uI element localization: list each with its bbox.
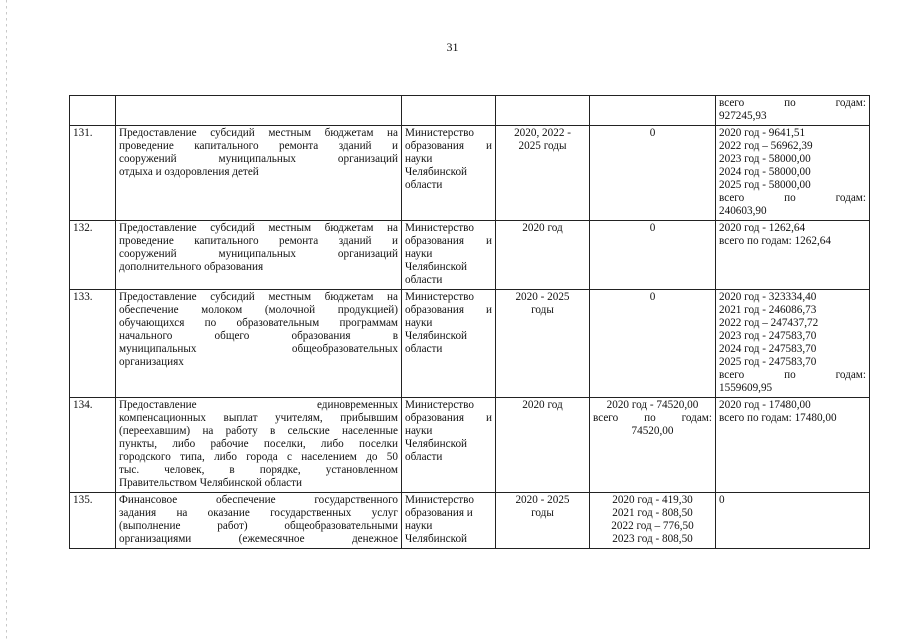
cell-text-line: Министерство <box>405 399 474 411</box>
cell-text-line: области <box>405 179 443 191</box>
cell-text-line: образования и <box>405 507 473 519</box>
cell-text-line: науки <box>405 153 433 165</box>
table-row <box>70 398 870 493</box>
cell-text-line: науки <box>405 425 433 437</box>
table-row <box>70 96 870 126</box>
federal-funding-cell <box>590 398 716 493</box>
row-number-cell: 134. <box>70 398 116 493</box>
period-cell <box>496 398 590 493</box>
cell-text-line: Министерство <box>405 494 474 506</box>
page-number: 31 <box>446 40 459 54</box>
cell-text-line: 2025 год - 247583,70 <box>719 356 817 368</box>
regional-funding-cell <box>716 290 870 398</box>
period-cell <box>496 126 590 221</box>
program-measures-table <box>69 95 870 549</box>
cell-text-line: 2020 год - 419,30 <box>612 494 693 506</box>
measure-description-cell <box>116 398 402 493</box>
cell-text-line: (выполнение работ) общеобразовательными <box>119 520 398 532</box>
cell-text-line: 2020 год - 9641,51 <box>719 127 806 139</box>
cell-text-line: 2020 год - 323334,40 <box>719 291 817 303</box>
cell-text-line: годы <box>531 304 554 316</box>
cell-text-line: Челябинской <box>405 261 468 273</box>
cell-text-line: дополнительного образования <box>119 261 264 273</box>
row-number-cell: 135. <box>70 493 116 549</box>
cell-text-line: обеспечение молоком (молочной продукцией) <box>119 304 398 316</box>
cell-text-line: Правительством Челябинской области <box>119 477 303 489</box>
federal-funding-cell <box>590 493 716 549</box>
cell-text-line: сооружений муниципальных организаций <box>119 153 398 165</box>
cell-text-line: 2022 год – 56962,39 <box>719 140 813 152</box>
measure-description-cell <box>116 493 402 549</box>
table-row <box>70 290 870 398</box>
cell-text-line: 2024 год - 247583,70 <box>719 343 817 355</box>
cell-text-line: 1559609,95 <box>719 382 773 394</box>
cell-text-line: годы <box>531 507 554 519</box>
cell-text-line: всего по годам: <box>719 369 866 381</box>
cell-text-line: Челябинской <box>405 330 468 342</box>
executor-cell <box>402 290 496 398</box>
cell-text-line: тыс. человек, в порядке, установленном <box>119 464 398 476</box>
cell-text-line: 2024 год - 58000,00 <box>719 166 811 178</box>
row-number-cell: 131. <box>70 126 116 221</box>
cell-text-line: науки <box>405 317 433 329</box>
measure-description-cell <box>116 290 402 398</box>
cell-text-line: области <box>405 343 443 355</box>
cell-text-line: образования и <box>405 235 492 247</box>
cell-text-line: 0 <box>649 222 656 234</box>
measure-description-cell <box>116 221 402 290</box>
cell-text-line: образования и <box>405 140 492 152</box>
cell-text-line: сооружений муниципальных организаций <box>119 248 398 260</box>
cell-text-line: 2021 год - 808,50 <box>612 507 693 519</box>
table-row <box>70 221 870 290</box>
cell-text-line: Предоставление субсидий местным бюджетам на <box>119 222 398 234</box>
period-cell <box>496 221 590 290</box>
cell-text-line: проведение капитального ремонта зданий и <box>119 235 398 247</box>
cell-text-line: городского типа, либо города с населением до 50 <box>119 451 398 463</box>
cell-text-line: Финансовое обеспечение государственного <box>119 494 398 506</box>
cell-text-line: компенсационных выплат учителям, прибывшим <box>119 412 398 424</box>
cell-text-line: Министерство <box>405 222 474 234</box>
cell-text-line: Министерство <box>405 291 474 303</box>
cell-text-line: 2020 год - 74520,00 <box>606 399 699 411</box>
cell-text-line: Предоставление единовременных <box>119 399 398 411</box>
executor-cell <box>402 221 496 290</box>
cell-text-line: 0 <box>649 291 656 303</box>
cell-text-line: науки <box>405 248 433 260</box>
cell-text-line: Министерство <box>405 127 474 139</box>
table-row <box>70 493 870 549</box>
cell-text-line: задания на оказание государственных услуг <box>119 507 398 519</box>
cell-text-line: 2020, 2022 - <box>514 127 571 139</box>
regional-funding-cell <box>716 96 870 126</box>
cell-text-line: 2020 - 2025 <box>515 291 570 303</box>
measure-description-cell <box>116 96 402 126</box>
cell-text-line: 2020 год - 1262,64 <box>719 222 806 234</box>
federal-funding-cell <box>590 221 716 290</box>
cell-text-line: 2021 год - 246086,73 <box>719 304 817 316</box>
cell-text-line: всего по годам: <box>719 192 866 204</box>
measure-description-cell <box>116 126 402 221</box>
cell-text-line: 0 <box>719 494 725 506</box>
cell-text-line: Челябинской <box>405 438 468 450</box>
cell-text-line: всего по годам: 17480,00 <box>719 412 837 424</box>
cell-text-line: науки <box>405 520 433 532</box>
cell-text-line: 2023 год - 58000,00 <box>719 153 811 165</box>
period-cell <box>496 493 590 549</box>
table-row <box>70 126 870 221</box>
federal-funding-cell <box>590 126 716 221</box>
cell-text-line: образования и <box>405 304 492 316</box>
scan-edge-marks <box>6 0 7 640</box>
cell-text-line: 2022 год – 247437,72 <box>719 317 819 329</box>
regional-funding-cell <box>716 493 870 549</box>
row-number-cell: 133. <box>70 290 116 398</box>
cell-text-line: организациях <box>119 356 184 368</box>
cell-text-line: 927245,93 <box>719 110 767 122</box>
regional-funding-cell <box>716 221 870 290</box>
cell-text-line: начального общего образования в <box>119 330 398 342</box>
executor-cell <box>402 96 496 126</box>
cell-text-line: Предоставление субсидий местным бюджетам на <box>119 291 398 303</box>
period-cell <box>496 290 590 398</box>
cell-text-line: обучающихся по образовательным программам <box>119 317 398 329</box>
cell-text-line: 240603,90 <box>719 205 767 217</box>
cell-text-line: 2020 год - 17480,00 <box>719 399 811 411</box>
cell-text-line: 2025 год - 58000,00 <box>719 179 811 191</box>
row-number-cell <box>70 96 116 126</box>
cell-text-line: 74520,00 <box>631 425 674 437</box>
cell-text-line: Челябинской <box>405 533 468 545</box>
executor-cell <box>402 398 496 493</box>
cell-text-line: всего по годам: <box>719 97 866 109</box>
cell-text-line: 2020 - 2025 <box>515 494 570 506</box>
period-cell <box>496 96 590 126</box>
cell-text-line: области <box>405 451 443 463</box>
federal-funding-cell <box>590 96 716 126</box>
cell-text-line: 0 <box>649 127 656 139</box>
cell-text-line: муниципальных общеобразовательных <box>119 343 398 355</box>
row-number-cell: 132. <box>70 221 116 290</box>
cell-text-line: отдыха и оздоровления детей <box>119 166 259 178</box>
cell-text-line: образования и <box>405 412 492 424</box>
cell-text-line: Предоставление субсидий местным бюджетам на <box>119 127 398 139</box>
cell-text-line: 2020 год <box>522 222 563 234</box>
table-body <box>70 96 870 549</box>
cell-text-line: 2020 год <box>522 399 563 411</box>
federal-funding-cell <box>590 290 716 398</box>
cell-text-line: всего по годам: 1262,64 <box>719 235 831 247</box>
cell-text-line: организациями (ежемесячное денежное <box>119 533 398 545</box>
cell-text-line: области <box>405 274 443 286</box>
regional-funding-cell <box>716 398 870 493</box>
cell-text-line: 2023 год - 247583,70 <box>719 330 817 342</box>
cell-text-line: 2025 годы <box>518 140 567 152</box>
cell-text-line: Челябинской <box>405 166 468 178</box>
executor-cell <box>402 493 496 549</box>
regional-funding-cell <box>716 126 870 221</box>
executor-cell <box>402 126 496 221</box>
cell-text-line: проведение капитального ремонта зданий и <box>119 140 398 152</box>
cell-text-line: 2023 год - 808,50 <box>612 533 693 545</box>
cell-text-line: всего по годам: <box>593 412 712 424</box>
cell-text-line: пункты, либо рабочие поселки, либо поселки <box>119 438 398 450</box>
cell-text-line: (переехавшим) на работу в сельские населенные <box>119 425 398 437</box>
cell-text-line: 2022 год – 776,50 <box>611 520 694 532</box>
